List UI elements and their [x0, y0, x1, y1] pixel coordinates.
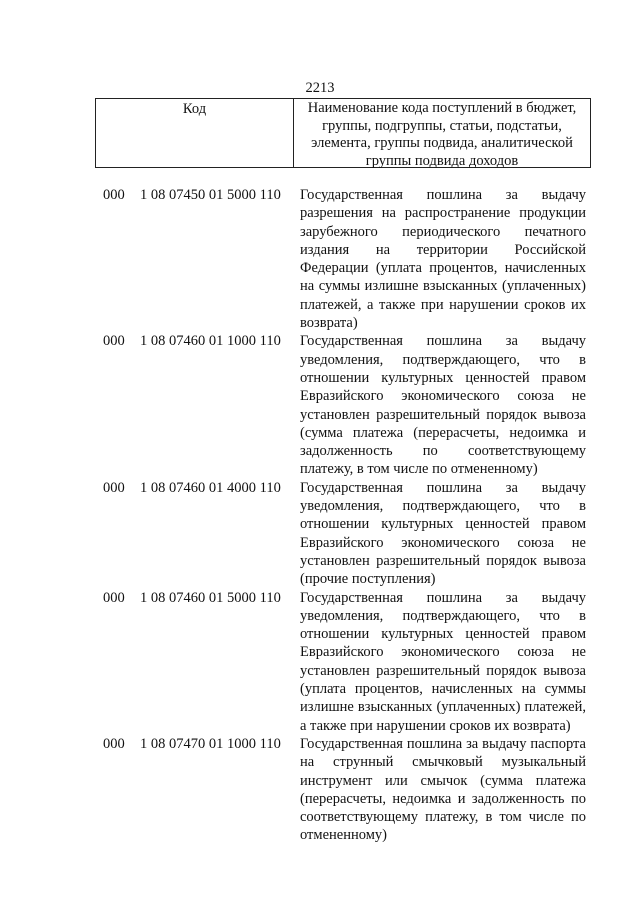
revenue-code: 1 08 07460 01 5000 110 [140, 589, 281, 606]
admin-code: 000 [103, 187, 125, 203]
revenue-code: 1 08 07450 01 5000 110 [140, 187, 281, 203]
revenue-name: Государственная пошлина за выдачу уведомления, подтверждающего, что в отношении культурных ценностей правом Евразийского экономического союза не установлен разрешительный порядок вывоза (уплата процентов, начисленных на суммы излишне взысканных (уплаченных) платежей, а также при нарушении сроков их возврата) [300, 589, 586, 734]
revenue-name: Государственная пошлина за выдачу паспорта на струнный смычковый музыкальный инструмент или смычок (сумма платежа (перерасчеты, недоимка и задолженность по соответствующему платежу, в том числе по отмененному) [300, 735, 586, 844]
table-row [0, 186, 640, 332]
header-name-column: Наименование кода поступлений в бюджет, группы, подгруппы, статьи, подстатьи, элемента, группы подвида, аналитической группы подвида доходов [307, 100, 577, 169]
page-number: 2213 [305, 80, 335, 96]
table-header [95, 98, 591, 168]
revenue-code: 1 08 07460 01 1000 110 [140, 333, 281, 350]
table-body [0, 186, 640, 845]
revenue-name: Государственная пошлина за выдачу уведомления, подтверждающего, что в отношении культурных ценностей правом Евразийского экономического союза не установлен разрешительный порядок вывоза (прочие поступления) [300, 479, 586, 588]
table-row [0, 735, 640, 845]
revenue-code: 1 08 07460 01 4000 110 [140, 479, 281, 496]
table-row [0, 332, 640, 478]
revenue-name: Государственная пошлина за выдачу уведомления, подтверждающего, что в отношении культурных ценностей правом Евразийского экономического союза не установлен разрешительный порядок вывоза (сумма платежа (перерасчеты, недоимка и задолженность по соответствующему платежу, в том числе по отмененному) [300, 333, 586, 478]
table-row [0, 589, 640, 735]
admin-code: 000 [103, 589, 125, 606]
revenue-name: Государственная пошлина за выдачу разрешения на распространение продукции зарубежного периодического печатного издания на территории Российской Федерации (уплата процентов, начисленных на суммы излишне взысканных (уплаченных) платежей, а также при нарушении сроков их возврата) [300, 187, 586, 332]
admin-code: 000 [103, 479, 125, 496]
table-row [0, 479, 640, 589]
header-code-column: Код [96, 99, 294, 167]
revenue-code: 1 08 07470 01 1000 110 [140, 735, 281, 752]
admin-code: 000 [103, 333, 125, 350]
admin-code: 000 [103, 735, 125, 752]
